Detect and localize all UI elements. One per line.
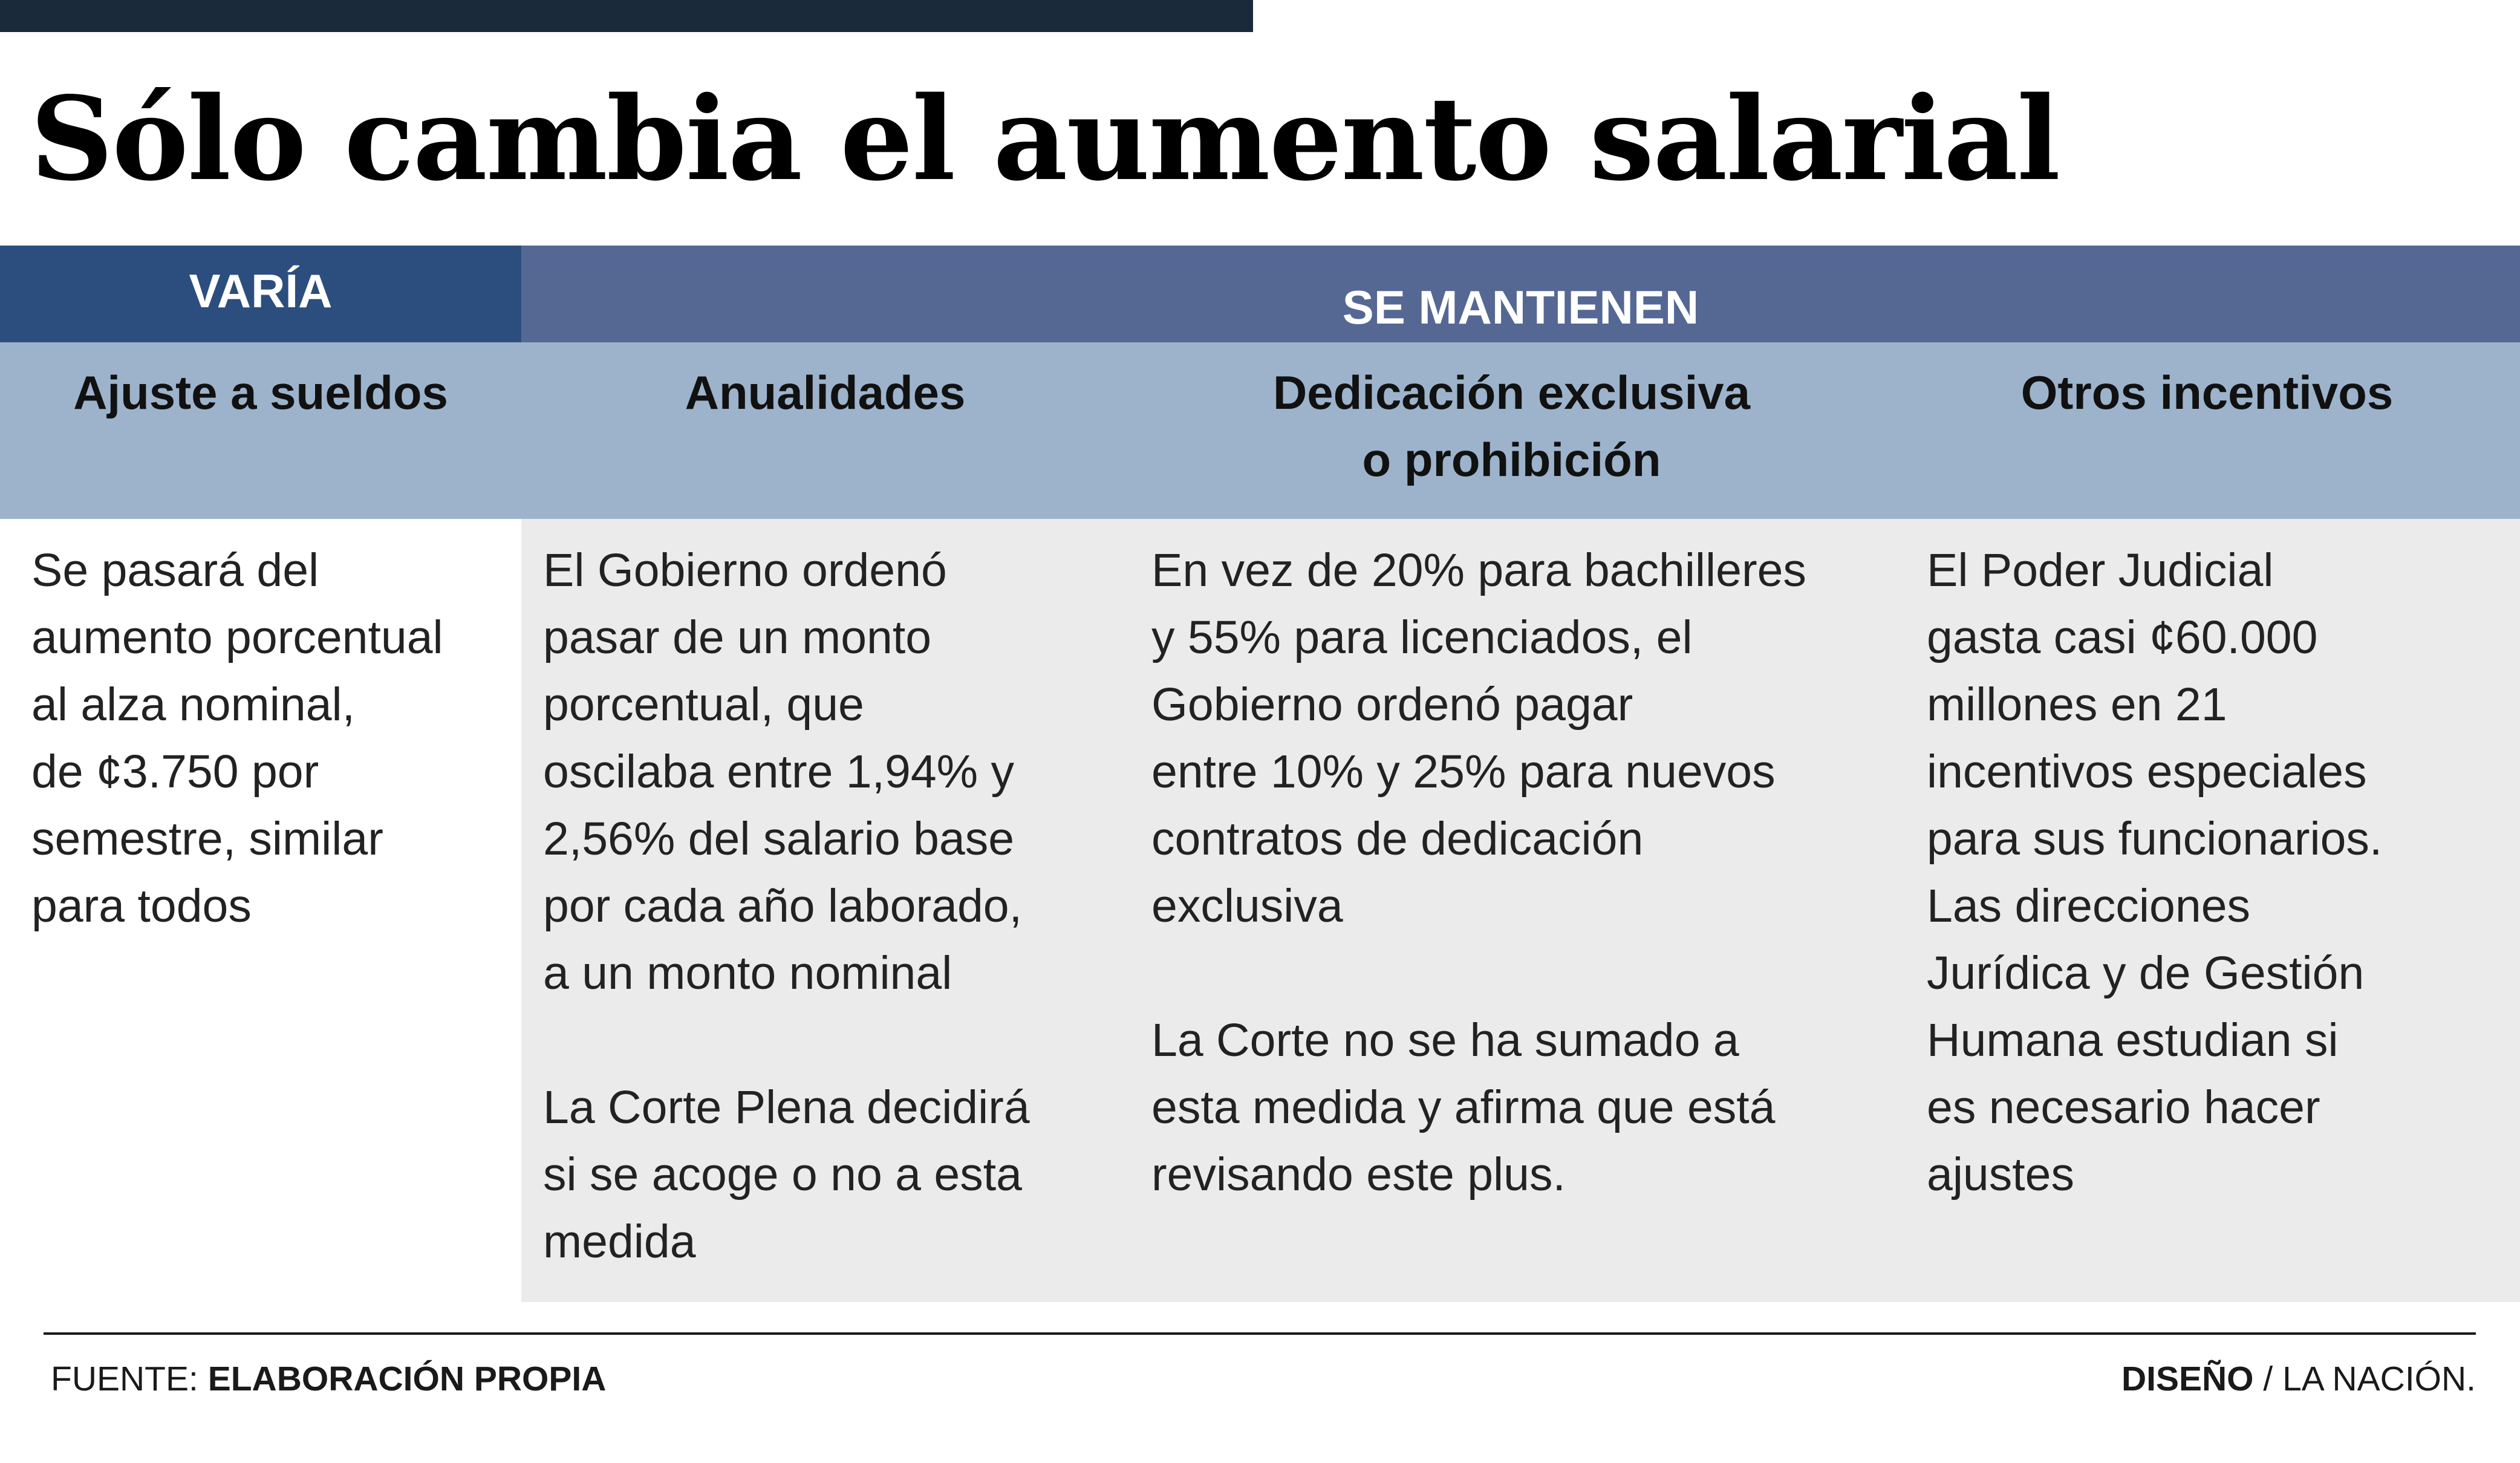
group-label-se-mantienen: SE MANTIENEN: [1342, 281, 1699, 334]
cell-text-line: esta medida y afirma que está: [1151, 1081, 1776, 1133]
page-title: Sólo cambia el aumento salarial: [30, 71, 2060, 206]
column-header-anualidades: [521, 359, 1129, 426]
cell-text-line: 2,56% del salario base: [543, 813, 1015, 865]
footer-design-separator: /: [2263, 1360, 2273, 1398]
column-headers-row: [0, 342, 2520, 519]
cell-text-line: semestre, similar: [31, 813, 383, 865]
column-header-line: o prohibición: [1362, 433, 1661, 486]
cell-text-line: gasta casi ¢60.000: [1927, 611, 2318, 663]
cell-otros-incentivos: [1927, 537, 2382, 1208]
group-header-se-mantienen: [521, 246, 2520, 342]
cell-text-line: revisando este plus.: [1151, 1149, 1566, 1201]
footer-source: [51, 1355, 606, 1403]
footer-source-label: FUENTE:: [51, 1360, 198, 1398]
footer-source-value: ELABORACIÓN PROPIA: [207, 1360, 607, 1398]
column-header-ajuste-a-sueldos: [0, 359, 521, 426]
cell-text-line: El Poder Judicial: [1927, 544, 2274, 596]
cell-text-line: La Corte no se ha sumado a: [1151, 1014, 1739, 1066]
top-accent-bar: [0, 0, 1253, 32]
paragraph-gap: [543, 1007, 1030, 1074]
cell-text-line: y 55% para licenciados, el: [1151, 611, 1693, 663]
column-header-dedicacion-exclusiva: [1129, 359, 1894, 494]
column-header-line: Otros incentivos: [2020, 366, 2394, 419]
paragraph-gap: [1151, 940, 1806, 1007]
cell-text-line: El Gobierno ordenó: [543, 544, 947, 596]
footer-credit: [2121, 1355, 2476, 1403]
cell-text-line: es necesario hacer: [1927, 1081, 2320, 1133]
cell-text-line: Se pasará del: [31, 544, 319, 596]
cell-dedicacion-exclusiva: [1151, 537, 1806, 1208]
footer-design-label: DISEÑO: [2121, 1360, 2254, 1398]
cell-text-line: pasar de un monto: [543, 611, 932, 663]
column-header-line: Ajuste a sueldos: [73, 366, 448, 419]
cell-text-line: ajustes: [1927, 1149, 2074, 1201]
cell-text-line: por cada año laborado,: [543, 880, 1022, 932]
column-header-line: Anualidades: [685, 366, 966, 419]
cell-text-line: exclusiva: [1151, 880, 1343, 932]
column-header-line: Dedicación exclusiva: [1272, 366, 1751, 419]
footer-design-value: LA NACIÓN.: [2282, 1360, 2476, 1398]
group-label-varia: VARÍA: [189, 264, 333, 318]
cell-text-line: al alza nominal,: [31, 679, 356, 731]
cell-text-line: aumento porcentual: [31, 611, 443, 663]
cell-text-line: a un monto nominal: [543, 947, 952, 999]
cell-text-line: de ¢3.750 por: [31, 746, 319, 798]
column-header-otros-incentivos: [1894, 359, 2520, 426]
cell-text-line: para todos: [31, 880, 252, 932]
cell-anualidades: [543, 537, 1030, 1276]
cell-text-line: Jurídica y de Gestión: [1927, 947, 2365, 999]
cell-text-line: oscilaba entre 1,94% y: [543, 746, 1015, 798]
cell-text-line: La Corte Plena decidirá: [543, 1081, 1030, 1133]
cell-text-line: si se acoge o no a esta: [543, 1149, 1022, 1201]
cell-text-line: Gobierno ordenó pagar: [1151, 679, 1633, 731]
cell-text-line: Las direcciones: [1927, 880, 2251, 932]
footer-divider: [44, 1332, 2476, 1335]
group-header-varia: [0, 246, 521, 342]
cell-text-line: millones en 21: [1927, 679, 2227, 731]
cell-text-line: En vez de 20% para bachilleres: [1151, 544, 1806, 596]
cell-text-line: contratos de dedicación: [1151, 813, 1644, 865]
cell-text-line: medida: [543, 1216, 696, 1268]
cell-text-line: porcentual, que: [543, 679, 864, 731]
cell-text-line: entre 10% y 25% para nuevos: [1151, 746, 1776, 798]
cell-ajuste-a-sueldos: [31, 537, 443, 940]
cell-text-line: incentivos especiales: [1927, 746, 2367, 798]
cell-text-line: para sus funcionarios.: [1927, 813, 2383, 865]
cell-text-line: Humana estudian si: [1927, 1014, 2339, 1066]
